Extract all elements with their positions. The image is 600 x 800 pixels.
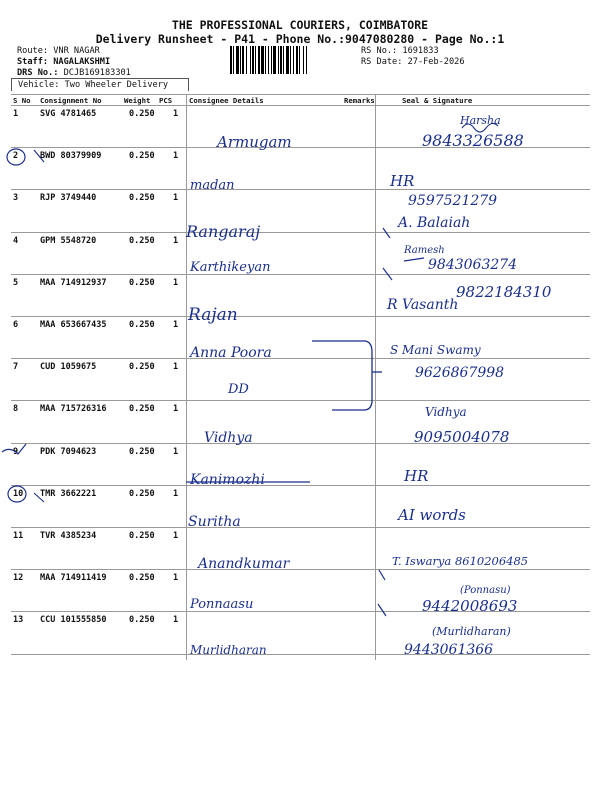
- consignee-name-row2: madan: [190, 178, 235, 193]
- signature-row4: 9843063274: [428, 257, 518, 273]
- cell-sno: 8: [13, 404, 19, 415]
- consignee-name-row12: Anandkumar: [198, 556, 290, 572]
- cell-sno: 12: [13, 573, 24, 584]
- cell-pcs: 1: [173, 573, 179, 584]
- signature-row12: T. Iswarya 8610206485: [392, 554, 529, 568]
- cell-pcs: 1: [173, 193, 179, 204]
- arrow-mark-row3: [383, 228, 390, 238]
- signature-extra-row8: Vidhya: [425, 405, 467, 419]
- signature-row6: R Vasanth: [387, 297, 459, 313]
- cell-pcs: 1: [173, 277, 179, 288]
- cell-weight: 0.250: [129, 151, 155, 162]
- signature-extra-row13: (Murlidharan): [432, 625, 511, 638]
- cell-pcs: 1: [173, 109, 179, 119]
- signature-extra-row4: Ramesh: [404, 245, 445, 256]
- bracket-mark-row7: [312, 341, 372, 410]
- cell-pcs: 1: [173, 615, 179, 626]
- cell-pcs: 1: [173, 531, 179, 541]
- signature-row1: 9843326588: [422, 131, 524, 150]
- cell-cons: MAA 653667435: [40, 320, 107, 330]
- cell-cons: CUD 1059675: [40, 362, 97, 373]
- circle-mark-row2: [7, 149, 25, 165]
- arrow-mark-row4: [383, 268, 392, 280]
- cell-sno: 9: [13, 446, 19, 457]
- cell-sno: 13: [13, 615, 24, 626]
- col-consignee: Consignee Details: [189, 96, 264, 105]
- cell-weight: 0.250: [129, 573, 155, 584]
- vehicle-value: Two Wheeler Delivery: [64, 80, 169, 90]
- vehicle-label: Vehicle:: [18, 80, 60, 90]
- runsheet-title: THE PROFESSIONAL COURIERS, COIMBATORE: [171, 18, 429, 32]
- consignee-name-row11: Suritha: [188, 514, 241, 530]
- staff-value: NAGALAKSHMI: [53, 57, 111, 67]
- check-mark-row9: [2, 444, 26, 454]
- cell-weight: 0.250: [129, 362, 155, 373]
- signature-row2: HR: [390, 172, 415, 190]
- arrow-mark-row13: [378, 604, 386, 616]
- col-sno: S No: [13, 96, 31, 105]
- col-seal: Seal & Signature: [402, 96, 473, 105]
- col-remarks: Remarks: [344, 96, 375, 105]
- signature-row10: HR: [404, 467, 429, 485]
- cell-weight: 0.250: [129, 320, 155, 330]
- cell-cons: GPM 5548720: [40, 235, 97, 246]
- cell-cons: TVR 4385234: [40, 531, 97, 541]
- cell-weight: 0.250: [129, 446, 155, 457]
- cell-pcs: 1: [173, 320, 179, 330]
- drs-label: DRS No.:: [17, 68, 59, 78]
- cell-weight: 0.250: [129, 531, 155, 541]
- consignee-name-row6: Rajan: [188, 305, 238, 325]
- cell-sno: 11: [13, 531, 24, 541]
- cell-weight: 0.250: [129, 235, 155, 246]
- cell-sno: 10: [13, 488, 24, 499]
- cell-pcs: 1: [173, 488, 179, 499]
- cell-cons: BWD 80379909: [40, 151, 102, 162]
- rs-date-label: RS Date:: [361, 57, 403, 67]
- cell-sno: 4: [13, 235, 19, 246]
- cell-weight: 0.250: [129, 109, 155, 119]
- signature-extra-row12: (Ponnasu): [460, 585, 511, 596]
- consignee-name-row10: Kanimozhi: [190, 472, 265, 488]
- signature-row9: 9095004078: [414, 428, 510, 446]
- cell-cons: PDK 7094623: [40, 446, 97, 457]
- cell-sno: 1: [13, 109, 19, 119]
- cell-pcs: 1: [173, 235, 179, 246]
- cell-cons: TMR 3662221: [40, 488, 97, 499]
- signature-row11: AI words: [398, 506, 466, 524]
- cell-cons: MAA 714912937: [40, 277, 107, 288]
- signature-extra-row3: A. Balaiah: [398, 215, 471, 231]
- consignee-name-row9: Vidhya: [204, 430, 253, 446]
- cell-pcs: 1: [173, 404, 179, 415]
- signature-row13: 9442008693: [422, 597, 518, 615]
- drs-value: DCJB169183301: [63, 68, 131, 78]
- staff-label: Staff:: [17, 57, 49, 67]
- col-pcs: PCS: [159, 96, 173, 105]
- col-weight: Weight: [124, 96, 151, 105]
- signature-mark-row1: Harsha: [460, 114, 501, 127]
- consignee-name-row3: Rangaraj: [186, 222, 261, 241]
- signature-extra2-row13: 9443061366: [404, 642, 494, 658]
- cell-sno: 5: [13, 277, 19, 288]
- cell-cons: MAA 714911419: [40, 573, 107, 584]
- signature-row7: S Mani Swamy: [390, 343, 481, 357]
- cell-weight: 0.250: [129, 615, 155, 626]
- arrow-mark-row12: [379, 570, 385, 580]
- circle-mark-row10: [8, 486, 26, 502]
- rs-date-value: 27-Feb-2026: [407, 57, 465, 67]
- rs-no-value: 1691833: [402, 46, 439, 56]
- consignee-name-row1: Armugam: [217, 133, 292, 151]
- cell-pcs: 1: [173, 362, 179, 373]
- cell-cons: RJP 3749440: [40, 193, 97, 204]
- cell-cons: CCU 101555850: [40, 615, 107, 626]
- runsheet-subtitle: Delivery Runsheet - P41 - Phone No.:9047080280 - Page No.:1: [95, 32, 505, 46]
- scribble-row4: [404, 258, 424, 261]
- signature-row3: 9597521279: [408, 193, 498, 209]
- cell-weight: 0.250: [129, 193, 155, 204]
- cell-sno: 3: [13, 193, 19, 204]
- route-value: VNR NAGAR: [53, 46, 100, 56]
- consignee-extra-row13: Murlidharan: [190, 643, 267, 657]
- cell-weight: 0.250: [129, 488, 155, 499]
- consignee-name-row13: Ponnaasu: [190, 597, 254, 612]
- cell-weight: 0.250: [129, 404, 155, 415]
- tick-mark-row2: [34, 150, 44, 162]
- col-consignment: Consignment No: [40, 96, 102, 105]
- route-label: Route:: [17, 46, 49, 56]
- cell-sno: 6: [13, 320, 19, 330]
- cell-cons: MAA 715726316: [40, 404, 107, 415]
- consignee-extra-row7: DD: [228, 382, 249, 397]
- rs-no-label: RS No.:: [361, 46, 398, 56]
- cell-cons: SVG 4781465: [40, 109, 97, 119]
- cell-pcs: 1: [173, 151, 179, 162]
- signature-row8: 9626867998: [415, 365, 505, 381]
- cell-sno: 7: [13, 362, 19, 373]
- consignee-name-row4: Karthikeyan: [190, 260, 271, 275]
- consignee-name-row7: Anna Poora: [190, 345, 272, 361]
- tick-mark-row10: [34, 493, 44, 502]
- cell-weight: 0.250: [129, 277, 155, 288]
- cell-pcs: 1: [173, 446, 179, 457]
- cell-sno: 2: [13, 151, 19, 162]
- signature-row5: 9822184310: [456, 283, 552, 301]
